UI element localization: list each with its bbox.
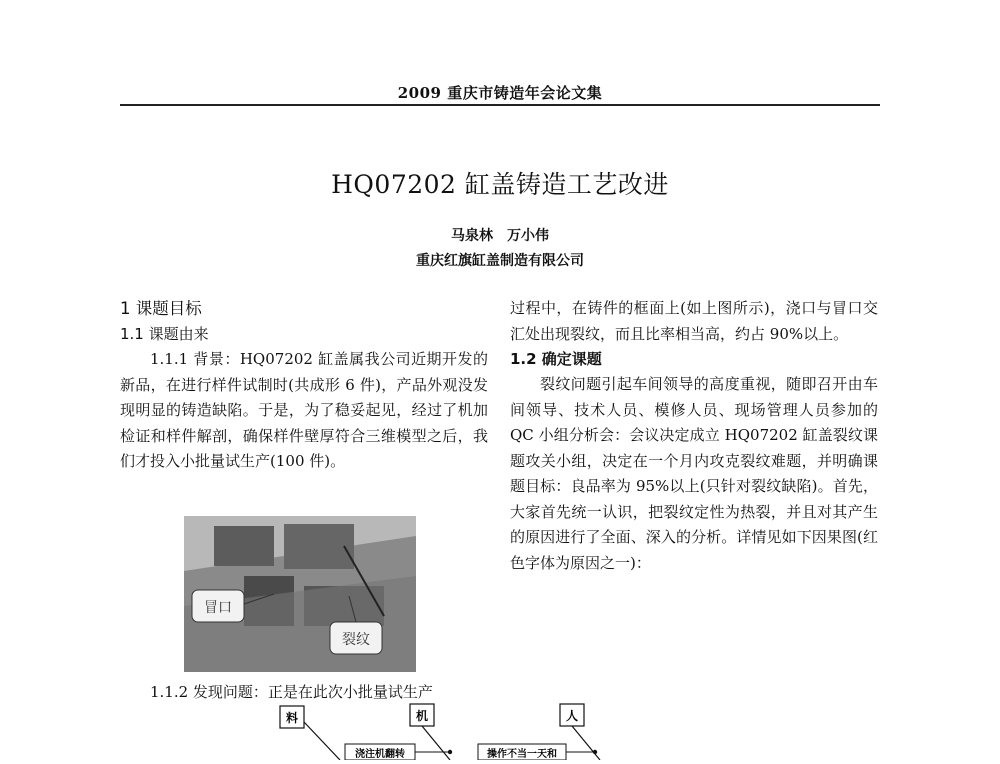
machine-label: 机	[415, 709, 429, 723]
fishbone-graphic	[270, 700, 610, 760]
man-label: 人	[565, 709, 579, 723]
material-label: 料	[285, 711, 299, 725]
section-1-heading: 1 课题目标	[120, 299, 202, 318]
machine-branch	[422, 726, 450, 760]
paragraph-1-2: 裂纹问题引起车间领导的高度重视，随即召开由车间领导、技术人员、模修人员、现场管理人员参加的 QC 小组分析会：会议决定成立 HQ07202 缸盖裂纹课题攻关小组，决定在一个月内攻克裂纹难题，并明确课题目标：良品率为 95%以上(只针对裂纹缺陷)。首先，大家首先统一认识，把裂纹定性为热裂，并且对其产生的原因进行了全面、深入的分析。详情见如下因果图(红色字体为原因之一)：	[510, 375, 878, 572]
man-junction	[593, 750, 597, 754]
photo-cavity-1	[214, 526, 274, 566]
paragraph-1-1-1: 1.1.1 背景：HQ07202 缸盖属我公司近期开发的新品，在进行样件试制时(共成形 6 件)，产品外观没发现明显的铸造缺陷。于是，为了稳妥起见，经过了机加检证和样件解剖，确保样件壁厚符合三维模型之后，我们才投入小批量试生产(100 件)。	[120, 350, 488, 470]
riser-callout-label: 冒口	[204, 600, 232, 616]
material-cause-label: 浇注机翻转	[355, 749, 405, 760]
left-column	[120, 296, 488, 475]
man-branch	[572, 726, 600, 760]
paragraph-1-1-2: 1.1.2 发现问题：正是在此次小批量试生产	[150, 683, 433, 701]
section-1-1-heading: 1.1 课题由来	[120, 325, 209, 343]
material-branch	[304, 722, 340, 760]
journal-header: 2009 重庆市铸造年会论文集	[397, 84, 603, 102]
article-affiliation: 重庆红旗缸盖制造有限公司	[416, 253, 584, 269]
article-authors: 马泉林 万小伟	[451, 228, 549, 244]
man-cause-label: 操作不当一天和	[487, 749, 557, 760]
crack-callout-label: 裂纹	[342, 632, 370, 648]
casting-photo-graphic	[184, 516, 416, 672]
right-column	[510, 296, 878, 576]
machine-junction	[448, 750, 452, 754]
cause-effect-diagram	[270, 700, 610, 760]
article-title: HQ07202 缸盖铸造工艺改进	[331, 170, 669, 199]
paragraph-continued: 过程中，在铸件的框面上(如上图所示)，浇口与冒口交汇处出现裂纹，而且比率相当高，约占 90%以上。	[510, 299, 878, 343]
casting-photo	[184, 516, 416, 672]
header-rule	[120, 104, 880, 106]
section-1-2-heading: 1.2 确定课题	[510, 350, 602, 368]
